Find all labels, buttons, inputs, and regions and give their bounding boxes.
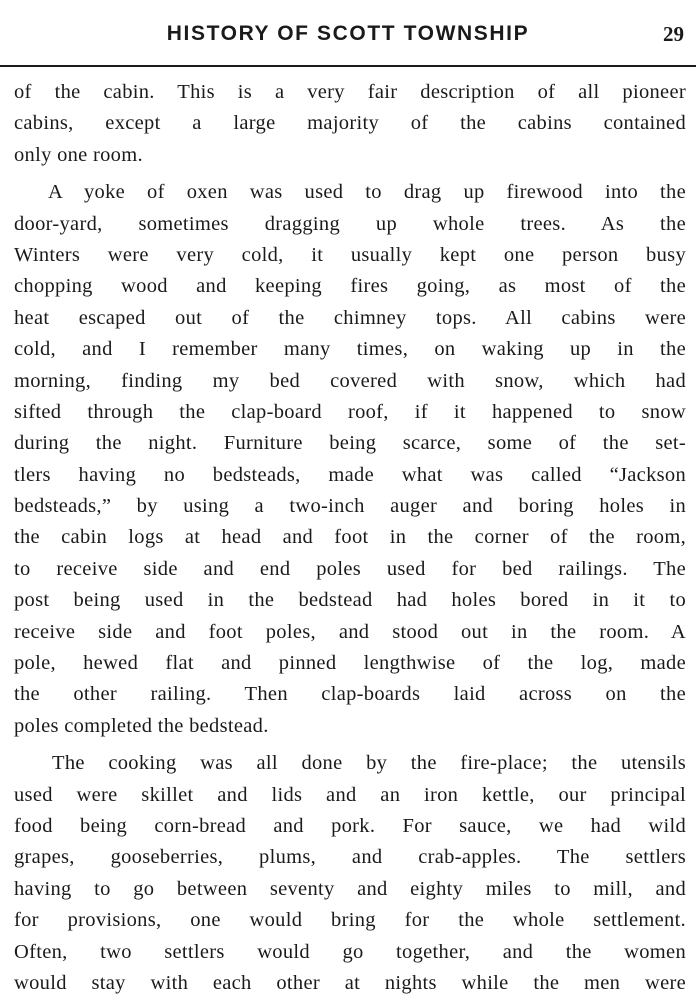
paragraph: [14, 748, 686, 999]
text-line: The cooking was all done by the fire-place; the utensils: [52, 752, 686, 775]
text-line: for provisions, one would bring for the whole settlement.: [14, 909, 686, 932]
paragraph: [14, 77, 686, 171]
text-line: would stay with each other at nights while the men were: [14, 971, 686, 994]
running-head: [0, 8, 696, 58]
text-line: to receive side and end poles used for bed railings. The: [14, 557, 686, 580]
page-number: 29: [663, 22, 684, 46]
body-text: [14, 77, 686, 999]
running-head-title: HISTORY OF SCOTT TOWNSHIP: [166, 22, 530, 45]
text-line: tlers having no bedsteads, made what was called “Jackson: [14, 463, 686, 486]
text-line: Winters were very cold, it usually kept one person busy: [14, 243, 686, 266]
text-line: the cabin logs at head and foot in the corner of the room,: [14, 526, 686, 549]
text-line: pole, hewed flat and pinned lengthwise of the log, made: [14, 652, 686, 675]
text-line: of the cabin. This is a very fair description of all pioneer: [14, 81, 686, 103]
text-line: door-yard, sometimes dragging up whole trees. As the: [14, 212, 686, 235]
text-line: sifted through the clap-board roof, if it happened to snow: [14, 400, 686, 423]
text-line: A yoke of oxen was used to drag up firewood into the: [48, 181, 686, 204]
text-line: cold, and I remember many times, on waking up in the: [14, 338, 686, 361]
paragraph: [14, 177, 686, 742]
text-line: having to go between seventy and eighty miles to mill, and: [14, 877, 686, 900]
text-line: during the night. Furniture being scarce, some of the set-: [14, 432, 686, 455]
text-line: cabins, except a large majority of the cabins contained: [14, 112, 686, 135]
text-line: the other railing. Then clap-boards laid across on the: [14, 683, 686, 706]
text-line: morning, finding my bed covered with snow, which had: [14, 369, 686, 392]
text-line: food being corn-bread and pork. For sauce, we had wild: [14, 814, 686, 837]
text-line: used were skillet and lids and an iron kettle, our principal: [14, 783, 686, 806]
text-line: poles completed the bedstead.: [14, 714, 269, 737]
text-line: Often, two settlers would go together, and the women: [14, 940, 686, 963]
text-line: heat escaped out of the chimney tops. All cabins were: [14, 306, 686, 329]
text-line: grapes, gooseberries, plums, and crab-apples. The settlers: [14, 846, 686, 869]
text-line: chopping wood and keeping fires going, as most of the: [14, 275, 686, 298]
text-line: post being used in the bedstead had holes bored in it to: [14, 589, 686, 612]
header-rule: [0, 65, 696, 67]
text-line: bedsteads,” by using a two-inch auger and boring holes in: [14, 495, 686, 518]
text-line: only one room.: [14, 143, 143, 166]
text-line: receive side and foot poles, and stood out in the room. A: [14, 620, 686, 643]
